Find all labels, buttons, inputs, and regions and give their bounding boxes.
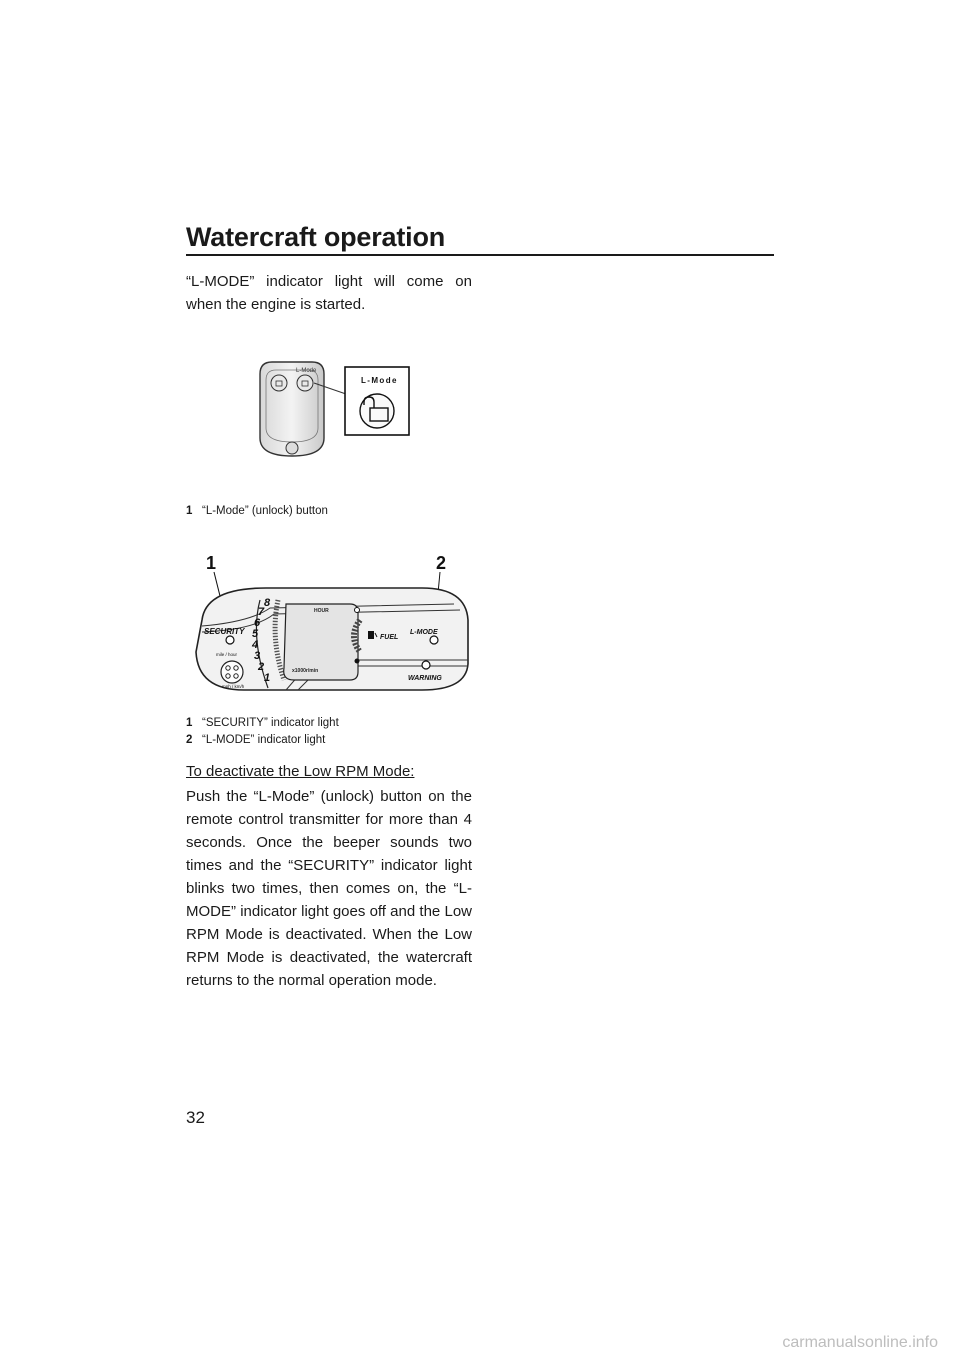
callout-1: 1: [206, 553, 217, 573]
hour-label: HOUR: [314, 608, 329, 614]
page-title: Watercraft operation: [186, 222, 446, 252]
gauge-number: 5: [252, 628, 259, 640]
gauge-number: 7: [258, 606, 265, 618]
lmode-indicator-light: [430, 636, 438, 644]
transmitter-figure: [250, 356, 420, 466]
header-divider: [186, 254, 774, 256]
caption-text: “L-Mode” (unlock) button: [202, 505, 328, 517]
watermark: carmanualsonline.info: [782, 1334, 938, 1351]
caption-text: “L-MODE” indicator light: [202, 734, 326, 746]
fuel-label: FUEL: [380, 634, 399, 641]
page-number: 32: [186, 1108, 205, 1127]
caption-number: 1: [186, 505, 193, 517]
gauge-number: 2: [258, 661, 265, 673]
lmode-label: L-MODE: [410, 629, 438, 636]
lmode-button-inset: [345, 367, 409, 435]
gauge-number: 6: [254, 617, 261, 629]
intro-paragraph: “L-MODE” indicator light will come on when the engine is started.: [186, 273, 472, 313]
rpm-label: x1000r/min: [292, 668, 319, 674]
instrument-cluster-figure: [190, 548, 470, 698]
lcd-display: [284, 604, 358, 680]
caption-number: 2: [186, 734, 193, 746]
warning-label: WARNING: [408, 675, 442, 682]
section-heading: To deactivate the Low RPM Mode:: [186, 763, 415, 780]
caption-row: [186, 732, 339, 749]
figure2-captions: [186, 715, 339, 749]
inset-label: L-Mode: [361, 376, 398, 385]
gauge-number: 3: [254, 650, 261, 662]
section-body: Push the “L-Mode” (unlock) button on the remote control transmitter for more than 4 seconds. Once the beeper sounds two times and the “SECURITY” indicator light blinks two times, then comes on, the “L-MODE” indicator light goes off and the Low RPM Mode is deactivated. When the Low RPM Mode is deactivated, the watercraft returns to the normal operation mode.: [186, 788, 472, 989]
caption-row: [186, 715, 339, 732]
remote-transmitter: [260, 362, 346, 456]
transmitter-label: L-Mode: [296, 368, 317, 374]
caption-number: 1: [186, 717, 193, 729]
figure1-caption: [186, 503, 328, 520]
caption-text: “SECURITY” indicator light: [202, 717, 339, 729]
security-indicator-light: [226, 636, 234, 644]
security-label: SECURITY: [204, 627, 245, 636]
gauge-number: 1: [264, 672, 271, 684]
gauge-number: 8: [264, 597, 271, 609]
gauge-number: 4: [252, 639, 259, 651]
speed-label-2: mph / km/h: [222, 684, 245, 689]
callout-2: 2: [436, 553, 447, 573]
speed-label-1: mile / hour: [216, 652, 238, 657]
warning-indicator-light: [422, 661, 430, 669]
